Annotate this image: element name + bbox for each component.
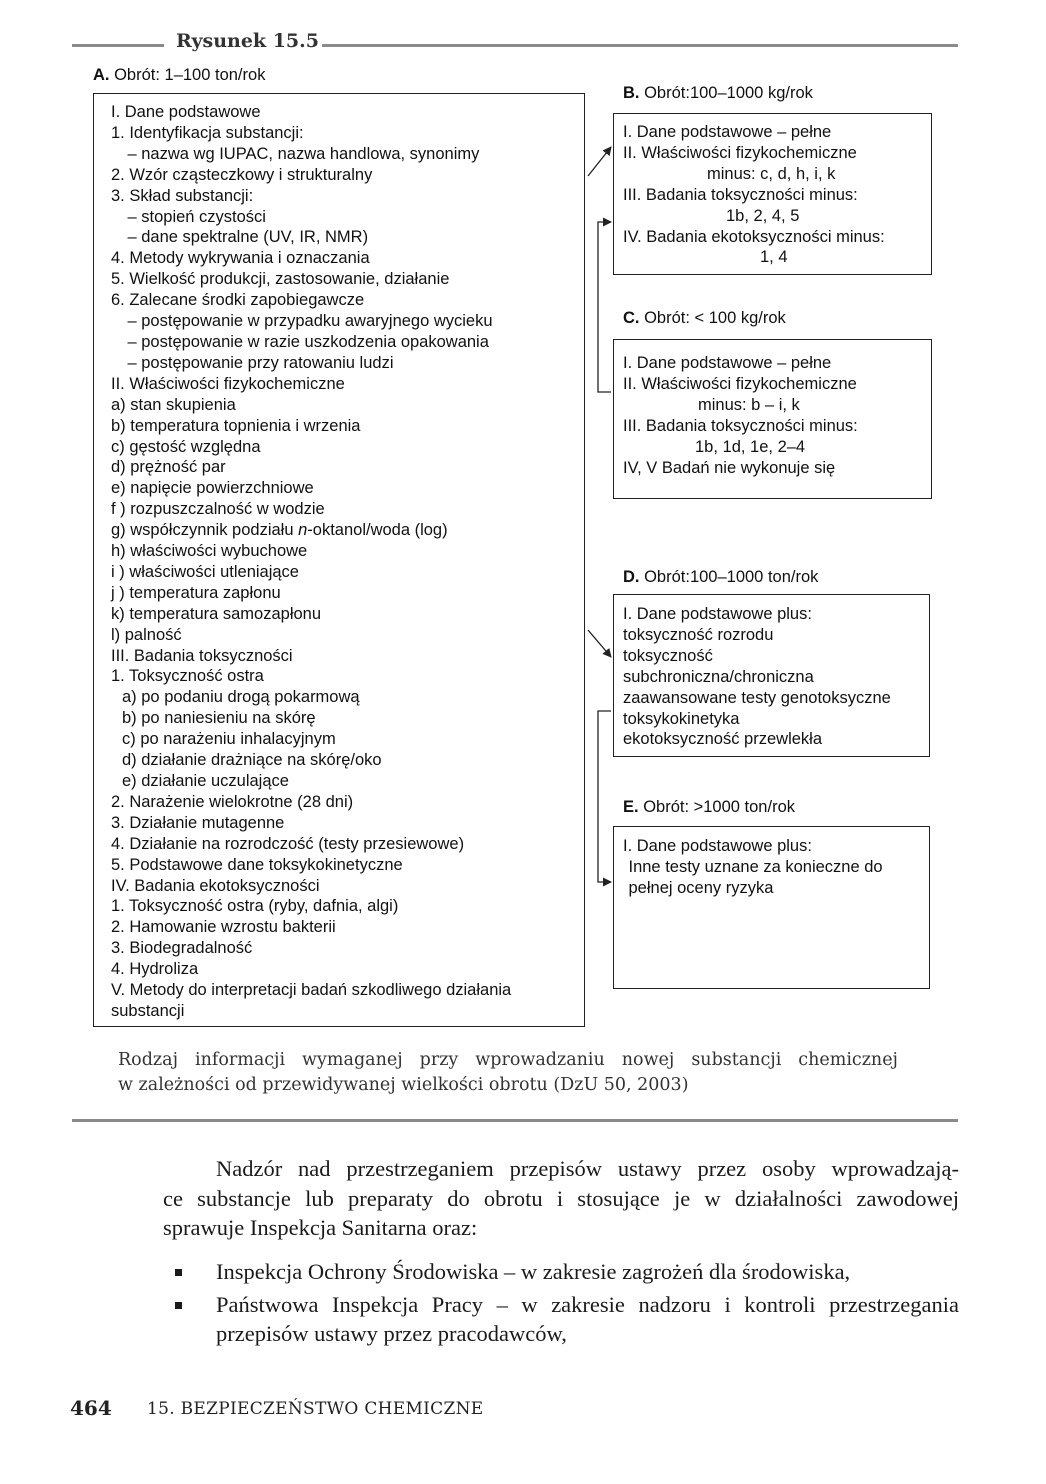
box-line: a) po podaniu drogą pokarmową: [122, 688, 360, 707]
box-line: 4. Działanie na rozrodczość (testy przesiewowe): [111, 834, 465, 853]
bullet-line: przepisów ustawy przez pracodawców,: [216, 1321, 567, 1346]
box-line: 3. Biodegradalność: [111, 939, 253, 958]
box-line: I. Dane podstawowe plus:: [623, 605, 812, 623]
box-line: I. Dane podstawowe plus:: [623, 837, 812, 855]
box-line: III. Badania toksyczności: [111, 646, 293, 665]
box-line: toksykokinetyka: [623, 709, 740, 728]
bullet-line: Państwowa Inspekcja Pracy – w zakresie nadzoru i kontroli przestrzegania: [216, 1291, 959, 1317]
section-a-box: [93, 93, 585, 1027]
box-line: 5. Wielkość produkcji, zastosowanie, działanie: [111, 270, 450, 289]
section-b-box: [613, 113, 932, 275]
box-line: 1b, 2, 4, 5: [726, 206, 800, 225]
section-c-box: [613, 339, 932, 499]
box-line: 3. Skład substancji:: [111, 186, 254, 205]
figure-title: Rysunek 15.5: [176, 30, 319, 52]
section-d-letter: D.: [623, 568, 640, 586]
box-line: l) palność: [111, 625, 182, 644]
box-line: – postępowanie w przypadku awaryjnego wycieku: [127, 312, 493, 331]
box-line: ekotoksyczność przewlekła: [623, 730, 822, 749]
box-line: k) temperatura samozapłonu: [111, 604, 322, 623]
box-line: I. Dane podstawowe – pełne: [623, 354, 832, 372]
box-line: d) prężność par: [111, 458, 226, 477]
section-a-label-text: Obrót: 1–100 ton/rok: [114, 66, 266, 84]
figure-caption: [118, 1048, 898, 1098]
box-line: I. Dane podstawowe: [111, 103, 261, 121]
box-line: 1, 4: [760, 248, 788, 267]
box-line: e) napięcie powierzchniowe: [111, 479, 314, 498]
box-line: toksyczność rozrodu: [623, 625, 774, 644]
section-c-label: [623, 309, 786, 328]
title-rule-left: [72, 44, 164, 47]
section-e-letter: E.: [623, 798, 639, 816]
caption-line: w zależności od przewidywanej wielkości obrotu (DzU 50, 2003): [118, 1075, 689, 1095]
box-line: II. Właściwości fizykochemiczne: [623, 374, 857, 393]
box-line: II. Właściwości fizykochemiczne: [111, 374, 345, 393]
arrow-to-e-bracket: [598, 711, 611, 882]
box-line: c) po narażeniu inhalacyjnym: [122, 730, 336, 749]
paragraph-line: Nadzór nad przestrzeganiem przepisów ustawy przez osoby wprowadzają-: [216, 1156, 959, 1181]
section-b-letter: B.: [623, 84, 640, 102]
box-line: g) współczynnik podziału n-oktanol/woda (log): [111, 521, 448, 540]
box-line: toksyczność: [623, 646, 713, 665]
paragraph-line: ce substancje lub preparaty do obrotu i stosujące je w działalności zawodowej: [163, 1185, 959, 1211]
section-c-label-text: Obrót: < 100 kg/rok: [644, 309, 786, 327]
box-line: III. Badania toksyczności minus:: [623, 185, 858, 204]
section-e-label: [623, 798, 795, 817]
box-line: h) właściwości wybuchowe: [111, 542, 308, 561]
separator-rule: [72, 1119, 958, 1122]
box-line: substancji: [111, 1001, 185, 1020]
box-line: 2. Hamowanie wzrostu bakterii: [111, 918, 336, 937]
title-rule-right: [322, 44, 958, 47]
box-line: V. Metody do interpretacji badań szkodliwego działania: [111, 981, 512, 1000]
box-line: a) stan skupienia: [111, 395, 236, 414]
box-line: 1b, 1d, 1e, 2–4: [695, 437, 806, 456]
list-item: [163, 1290, 959, 1349]
box-line: – postępowanie w razie uszkodzenia opakowania: [127, 332, 489, 351]
page-number: 464: [70, 1396, 112, 1420]
bullet-square-icon: [175, 1302, 182, 1309]
box-line: 5. Podstawowe dane toksykokinetyczne: [111, 855, 403, 874]
box-line: j ) temperatura zapłonu: [111, 583, 281, 602]
section-e-label-text: Obrót: >1000 ton/rok: [643, 798, 795, 816]
section-a-letter: A.: [93, 66, 110, 84]
section-d-label: [623, 568, 818, 587]
box-line: f ) rozpuszczalność w wodzie: [111, 500, 325, 519]
box-line: d) działanie drażniące na skórę/oko: [122, 751, 382, 770]
box-line: II. Właściwości fizykochemiczne: [623, 143, 857, 162]
arrow-to-b-bracket: [598, 222, 611, 392]
list-item: [163, 1257, 959, 1287]
arrow-a-to-b: [588, 147, 611, 176]
box-line: minus: c, d, h, i, k: [707, 164, 836, 183]
box-line: – postępowanie przy ratowaniu ludzi: [127, 353, 394, 372]
box-line: 6. Zalecane środki zapobiegawcze: [111, 291, 365, 310]
section-e-box: [613, 826, 930, 989]
box-line: – nazwa wg IUPAC, nazwa handlowa, synonimy: [127, 144, 480, 163]
section-d-box: [613, 594, 930, 757]
box-line: IV. Badania ekotoksyczności minus:: [623, 227, 885, 246]
box-line: 4. Metody wykrywania i oznaczania: [111, 249, 370, 268]
box-line: minus: b – i, k: [698, 395, 800, 414]
bullet-line: Inspekcja Ochrony Środowiska – w zakresie zagrożeń dla środowiska,: [216, 1259, 851, 1284]
box-line: IV, V Badań nie wykonuje się: [623, 458, 836, 477]
figure-title-row: [72, 30, 958, 56]
box-line: e) działanie uczulające: [122, 772, 289, 790]
box-line: 1. Toksyczność ostra (ryby, dafnia, algi): [111, 897, 399, 916]
box-line: 1. Toksyczność ostra: [111, 667, 264, 686]
box-line: – stopień czystości: [127, 207, 266, 226]
bullet-list: [163, 1257, 959, 1352]
paragraph-line: sprawuje Inspekcja Sanitarna oraz:: [163, 1215, 478, 1240]
box-line: 2. Wzór cząsteczkowy i strukturalny: [111, 165, 373, 184]
box-line: subchroniczna/chroniczna: [623, 667, 814, 686]
section-c-letter: C.: [623, 309, 640, 327]
bullet-square-icon: [175, 1269, 182, 1276]
box-line: b) temperatura topnienia i wrzenia: [111, 416, 361, 435]
box-line: I. Dane podstawowe – pełne: [623, 123, 832, 141]
box-line: Inne testy uznane za konieczne do: [628, 857, 883, 876]
box-line: 2. Narażenie wielokrotne (28 dni): [111, 792, 354, 811]
box-line: III. Badania toksyczności minus:: [623, 416, 858, 435]
body-paragraph: [163, 1154, 959, 1243]
section-d-label-text: Obrót:100–1000 ton/rok: [644, 568, 819, 586]
box-line: i ) właściwości utleniające: [111, 562, 299, 581]
box-line: – dane spektralne (UV, IR, NMR): [127, 228, 369, 247]
box-line: b) po naniesieniu na skórę: [122, 709, 316, 728]
section-a-label: [93, 66, 265, 85]
box-line: c) gęstość względna: [111, 437, 261, 456]
box-line: 1. Identyfikacja substancji:: [111, 123, 304, 142]
chapter-title: 15. BEZPIECZEŃSTWO CHEMICZNE: [147, 1399, 484, 1419]
section-b-label-text: Obrót:100–1000 kg/rok: [644, 84, 813, 102]
arrow-a-to-d: [588, 630, 611, 657]
box-line: zaawansowane testy genotoksyczne: [623, 688, 891, 707]
caption-line: Rodzaj informacji wymaganej przy wprowadzaniu nowej substancji chemicznej: [118, 1050, 898, 1070]
box-line: IV. Badania ekotoksyczności: [111, 876, 320, 895]
box-line: 4. Hydroliza: [111, 960, 199, 979]
box-line: pełnej oceny ryzyka: [628, 878, 774, 897]
section-b-label: [623, 84, 813, 103]
box-line: 3. Działanie mutagenne: [111, 813, 285, 832]
